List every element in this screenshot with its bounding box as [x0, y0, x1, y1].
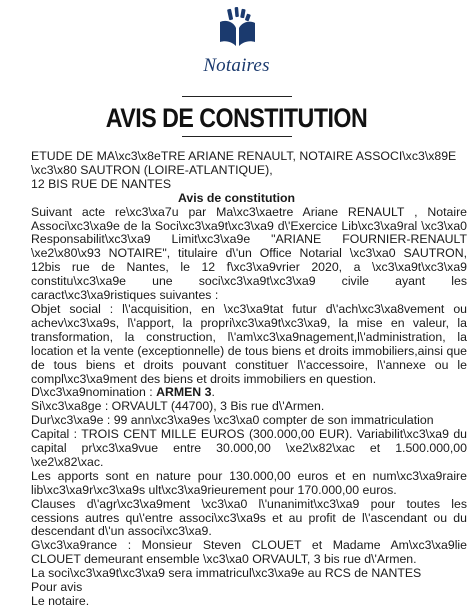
header-line-2: 12 BIS RUE DE NANTES: [31, 176, 172, 191]
paragraph-management: G\xc3\xa9rance : Monsieur Steven CLOUET et Madame Am\xc3\xa9lie CLOUET demeurant ensemble \xc3\xa0 ORVAULT, 3 bis rue d\'Armen.: [31, 538, 467, 567]
paragraph-deed: Suivant acte re\xc3\xa7u par Ma\xc3\xaetre Ariane RENAULT , Notaire Associ\xc3\xa9e de la Soci\xc3\xa9t\xc3\xa9 d\'Exercice Lib\xc3\xa9ral \xc3\xa0 Responsabilit\xc3\xa9 Limit\xc3\xa9e "ARIANE FOURNIER-RENAULT \xe2\x80\x93 NOTAIRE", titulaire d\'un Office Notarial \xc3\xa0 SAUTRON, 12bis rue de Nantes, le 12 f\xc3\xa9vrier 2020, a \xc3\xa9t\xc3\xa9 constitu\xc3\xa9e une soci\xc3\xa9t\xc3\xa9 civile ayant les caract\xc3\xa9ristiques suivantes :: [31, 204, 467, 303]
paragraph-contributions: Les apports sont en nature pour 130.000,00 euros et en num\xc3\xa9raire lib\xc3\xa9r\xc3\xa9s ult\xc3\xa9rieurement pour 170.000,00 euros.: [31, 468, 467, 497]
notaires-logo: [0, 6, 473, 76]
header-line-1: ETUDE DE MA\xc3\x8eTRE ARIANE RENAULT, NOTAIRE ASSOCI\xc3\x89E \xc3\x80 SAUTRON (LOIRE-ATLANTIQUE),: [31, 149, 457, 177]
notice-subtitle: Avis de constitution: [177, 190, 296, 205]
paragraph-object: Objet social : l\'acquisition, en \xc3\xa9tat futur d\'ach\xc3\xa8vement ou achev\xc3\xa9s, l\'apport, la propri\xc3\xa9t\xc3\xa9, la mise en valeur, la transformation, la construction, l\'am\xc3\xa9nagement,l\'administration, la location et la vente (exceptionnelle) de tous biens et droits immobiliers,ainsi que de tous biens et droits pouvant constituer l\'accessoire, l\'annexe ou le compl\xc3\xa9ment des biens et droits immobiliers en question.: [31, 301, 467, 386]
paragraph-seat: Si\xc3\xa8ge : ORVAULT (44700), 3 Bis rue d\'Armen.: [31, 399, 325, 414]
page-title: AVIS DE CONSTITUTION: [105, 103, 368, 133]
paragraph-denomination: [6, 386, 467, 400]
paragraph-pour-avis: Pour avis: [31, 580, 83, 595]
denomination-end: .: [211, 385, 215, 400]
paragraph-capital: Capital : TROIS CENT MILLE EUROS (300.000,00 EUR). Variabilit\xc3\xa9 du capital pr\xc3\xa9vue entre 30.000,00 \xe2\x82\xac et 1.500.000,00 \xe2\x82\xac.: [31, 427, 467, 469]
paragraph-clauses: Clauses d\'agr\xc3\xa9ment \xc3\xa0 l\'unanimit\xc3\xa9 pour toutes les cessions autres qu\'entre associ\xc3\xa9s et au profit de l\'ascendant ou du descendant d\'un associ\xc3\xa9.: [31, 496, 467, 539]
paragraph-signature: Le notaire.: [31, 594, 90, 608]
notice-body: [6, 150, 467, 609]
title-top-rule: [182, 96, 292, 97]
paragraph-registration: La soci\xc3\xa9t\xc3\xa9 sera immatricul\xc3\xa9e au RCS de NANTES: [31, 566, 422, 581]
denomination-label: D\xc3\xa9nomination :: [31, 385, 157, 400]
denomination-value: ARMEN 3: [156, 385, 212, 400]
paragraph-duration: Dur\xc3\xa9e : 99 ann\xc3\xa9es \xc3\xa0 compter de son immatriculation: [31, 413, 434, 428]
logo-wordmark: Notaires: [203, 55, 270, 76]
notaires-emblem-icon: [212, 6, 262, 50]
title-bottom-rule: [182, 136, 292, 137]
